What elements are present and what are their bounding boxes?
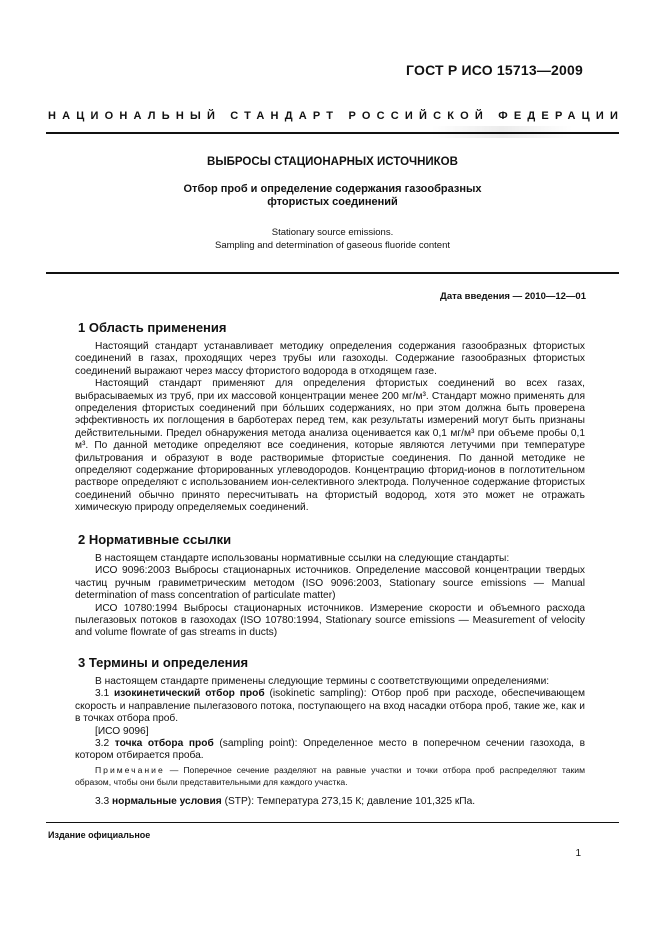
term-3-3-block [75,796,585,808]
title-english-line-2: Sampling and determination of gaseous fluoride content [214,240,450,251]
note [75,764,585,788]
term-3-3: 3.3 нормальные условия (STP): Температура 273,15 К; давление 101,325 кПа. [95,796,476,807]
section-1-paragraph-1: Настоящий стандарт устанавливает методику определения содержания газообразных фтористых соединений в газах, проходящих через трубы или газоходы. Содержание газообразных фтористых соединений выражают через массу фтористого водорода в отходящем газе. [75,341,585,377]
term-3-2-name: точка отбора проб [114,738,214,750]
title-subtitle-line-2: фтористых соединений [267,196,398,208]
note-label: Примечание [95,765,165,775]
title-main: ВЫБРОСЫ СТАЦИОНАРНЫХ ИСТОЧНИКОВ [207,156,458,168]
title-subtitle [46,183,619,209]
header-rule [46,132,619,134]
term-3-2: 3.2 точка отбора проб (sampling point): Определенное место в поперечном сечении газохода, в котором отбирается проба. [75,738,585,762]
introduction-date: Дата введения — 2010—12—01 [440,291,586,302]
page-number: 1 [575,848,581,859]
section-1-body [75,341,585,515]
term-3-1-source: [ИСО 9096] [95,725,149,737]
document-number: ГОСТ Р ИСО 15713—2009 [406,62,583,78]
term-3-1: 3.1 изокинетический отбор проб (isokinetic sampling): Отбор проб при расходе, обеспечивающем скорость и направление пылегазового потока, поступающего на вход насадки отбора проб, такие же, как и в точках отбора проб. [75,688,585,725]
term-3-3-name: нормальные условия [112,796,222,807]
section-2-paragraph-1: В настоящем стандарте использованы нормативные ссылки на следующие стандарты: [95,553,510,564]
term-3-1-name: изокинетический отбор проб [114,688,265,700]
section-1-paragraph-2: Настоящий стандарт применяют для определения фтористых соединений во всех газах, выбрасываемых из труб, при их массовой концентрации менее 200 мг/м³. Стандарт можно применять для определения фтористых соединений при бо́льших содержаниях, но при этом должна быть проверена эффективность их поглощения в барботерах перед тем, как результаты измерений могут быть признаны действительными. Предел обнаружения метода анализа оценивается как 0,1 мг/м³ при объеме пробы 0,1 м³. По данной методике определяют все соединения, которые являются летучими при температуре фильтрования и образуют в воде растворимые фтористые соединения. По данной методике не определяют содержание фторированных углеводородов. Концентрацию фторид-ионов в поглотительном растворе определяют с использованием ион-селективного электрода. Полученное содержание фтористых соединений обычно принято пересчитывать на фтористый водород, хотя это может не отражать химическую природу определяемых соединений. [75,378,585,514]
footer-rule [46,822,619,823]
section-2-heading: 2 Нормативные ссылки [78,532,232,547]
title-rule [46,272,619,274]
note-text: — Поперечное сечение разделяют на равные участки и точки отбора проб распределяют таким образом, чтобы они были представительными для каждого участка. [75,765,586,787]
title-english [46,226,619,252]
edition-label: Издание официальное [48,830,151,840]
national-standard-banner: НАЦИОНАЛЬНЫЙ СТАНДАРТ РОССИЙСКОЙ ФЕДЕРАЦИИ [48,110,625,122]
section-1-heading: 1 Область применения [78,320,227,335]
section-3-heading: 3 Термины и определения [78,655,249,670]
title-english-line-1: Stationary source emissions. [271,227,394,238]
section-3-paragraph-1: В настоящем стандарте применены следующие термины с соответствующими определениями: [95,676,550,687]
title-subtitle-line-1: Отбор проб и определение содержания газообразных [183,183,482,195]
section-3-body [75,676,585,763]
section-2-body [75,553,585,640]
section-2-reference-iso-10780: ИСО 10780:1994 Выбросы стационарных источников. Измерение скорости и объемного расхода пылегазовых потоков в газоходах (ISO 10780:1994, Stationary source emissions — Measurement of velocity and volume flowrate of gas streams in ducts) [75,602,585,639]
section-2-reference-iso-9096: ИСО 9096:2003 Выбросы стационарных источников. Определение массовой концентрации твердых частиц ручным гравиметрическим методом (ISO 9096:2003, Stationary source emissions — Manual determination of mass concentration of particulate matter) [75,565,585,602]
